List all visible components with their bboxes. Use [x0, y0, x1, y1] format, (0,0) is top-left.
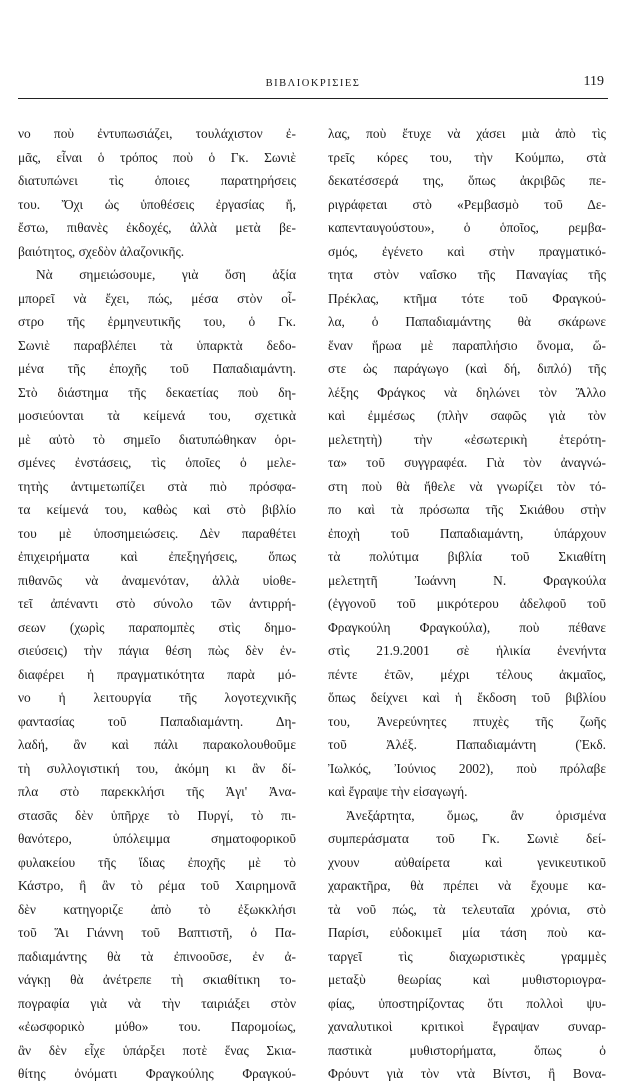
text-line: σεων (χωρὶς παραπομπὲς στὶς δημο- — [18, 619, 296, 635]
text-line: τοῦ Ἀλέξ. Παπαδιαμάντη (Ἐκδ. — [328, 737, 606, 752]
text-line: βαιότητος, σχεδὸν ἀλαζονικῆς. — [18, 243, 185, 259]
text-line: τρεῖς κόρες του, τὴν Κούμπω, στὰ — [328, 149, 606, 165]
text-line: μένα τῆς ἐποχῆς τοῦ Παπαδιαμάντη. — [18, 361, 296, 376]
text-line: λαδή, ἂν καὶ πάλι παρακολουθοῦμε — [18, 737, 296, 752]
text-line: ταργεῖ τὶς διαχωριστικὲς γραμμὲς — [328, 948, 606, 964]
text-line: Ἰωλκός, Ἰούνιος 2002), ποὺ πρόλαβε — [328, 760, 606, 776]
text-line: νο ποὺ ἐντυπωσιάζει, τουλάχιστον ἐ- — [18, 126, 296, 141]
text-line: ριγράφεται στὸ «Ρεμβασμὸ τοῦ Δε- — [328, 196, 606, 212]
text-line: ἕναν ἥρωα μὲ παραπλήσιο ὄνομα, ὥ- — [328, 337, 606, 353]
text-line: δὲν κατηγοριζε ἀπὸ τὸ ἐξωκκλήσι — [18, 901, 296, 917]
text-line: φυλακείου τῆς ἴδιας ἐποχῆς μὲ τὸ — [18, 854, 296, 870]
text-line: Στὸ διάστημα τῆς δεκαετίας ποὺ δη- — [18, 384, 296, 400]
text-line: δεκατέσσερά της, ὅπως ἀκριβῶς πε- — [328, 173, 606, 188]
text-line: διατυπώνει τὶς ὁποιες παρατηρήσεις — [18, 173, 296, 188]
text-line: θανότερο, ὑπόλειμμα σηματοφορικοῦ — [18, 831, 296, 846]
text-line: μᾶς, εἶναι ὁ τρόπος ποὺ ὁ Γκ. Σωνιὲ — [18, 149, 296, 165]
text-line: «ἐωσφορικὸ μύθο» του. Παρομοίως, — [18, 1019, 296, 1034]
text-line: του. Ὄχι ὡς ὑποθέσεις ἐργασίας ἤ, — [18, 196, 296, 212]
text-line: ἂν δὲν εἶχε ὑπάρξει ποτὲ ἕνας Σκια- — [18, 1042, 296, 1058]
text-line: μελετητῆ Ἰωάννη Ν. Φραγκούλα — [328, 572, 606, 588]
text-line: Ἀνεξάρτητα, ὅμως, ἂν ὁρισμένα — [346, 807, 606, 823]
text-line: χαρακτῆρα, θὰ πρέπει νὰ ἔχουμε κα- — [328, 878, 606, 893]
text-line: μελετητὴ) τὴν «ἐσωτερικὴ ἑτερότη- — [328, 431, 606, 447]
text-line: τητὴς ἀντιμετωπίζει στὰ πιὸ πρόσφα- — [18, 478, 296, 494]
text-line: χνουν αὐθαίρετα καὶ γενικευτικοῦ — [328, 854, 606, 870]
text-line: πέντε ἐτῶν, μέχρι τέλους ἀκμαῖος, — [328, 666, 606, 682]
text-line: Φραγκούλη Φραγκούλα), ποὺ πέθανε — [328, 619, 606, 635]
text-line: τὴ συλλογιστική του, ἀκόμη κι ἂν δί- — [18, 760, 296, 776]
text-line: τα» τοῦ συγγραφέα. Γιὰ τὸν ἀναγνώ- — [328, 455, 606, 470]
text-line: τητα στὸν ναΐσκο τῆς Παναγίας τῆς — [328, 267, 606, 282]
page-number: 119 — [583, 74, 604, 89]
text-line: χαναλυτικοὶ κριτικοὶ ἔγραψαν συναρ- — [328, 1019, 606, 1034]
text-line: τοῦ Ἅι Γιάννη τοῦ Βαπτιστῆ, ὁ Πα- — [18, 925, 296, 940]
text-line: ἐποχὴ τοῦ Παπαδιαμάντη, ὑπάρχουν — [328, 525, 606, 541]
text-line: ἔστω, πιθανὲς ἐκδοχές, ἀλλὰ μετὰ βε- — [18, 220, 296, 235]
text-line: σμός, ἐγένετο καὶ στὴν πραγματικό- — [328, 243, 606, 259]
text-line: τὰ πολύτιμα βιβλία τοῦ Σκιαθίτη — [328, 549, 606, 564]
text-line: μοσιεύονται τὰ κείμενά του, σχετικὰ — [18, 408, 296, 423]
text-line: καπενταυγούστου», ὁ ὁποῖος, ρεμβα- — [328, 220, 606, 235]
text-line: στρο τῆς ἑρμηνευτικῆς του, ὁ Γκ. — [18, 314, 296, 329]
text-line: Παρίσι, εὐδοκιμεῖ μία τάση ποὺ κα- — [328, 925, 606, 940]
text-line: καὶ ἔγραψε τὴν εἰσαγωγή. — [328, 784, 468, 799]
text-line: φαντασίας τοῦ Παπαδιαμάντη. Δη- — [18, 713, 296, 729]
text-line: φίας, ὑποστηρίζοντας ὅτι πολλοὶ ψυ- — [328, 995, 606, 1011]
text-line: σμένες ἐνστάσεις, τὶς ὁποῖες ὁ μελε- — [18, 455, 296, 470]
text-line: πογραφία γιὰ νὰ τὴν ταιριάξει στὸν — [18, 995, 296, 1011]
text-line: παστικὰ μυθιστορήματα, ὅπως ὁ — [328, 1042, 606, 1058]
text-line: στὶς 21.9.2001 σὲ ἡλικία ἐνενήντα — [328, 643, 606, 658]
text-line: καὶ ἐμμέσως (πλὴν σαφῶς γιὰ τὸν — [328, 408, 606, 423]
text-line: τὰ νοῦ πώς, τὰ τελευταῖα χρόνια, στὸ — [328, 901, 606, 917]
text-line: λέξης Φράγκος νὰ δηλώνει τὸν Ἄλλο — [328, 384, 606, 400]
left-text-column — [18, 122, 296, 1086]
text-line: λας, ποὺ ἔτυχε νὰ χάσει μιὰ ἀπὸ τὶς — [328, 126, 606, 141]
text-line: μὲ αὐτὸ τὸ σημεῖο διατυπώθηκαν ὁρι- — [18, 431, 296, 447]
text-line: τα κείμενά του, καθὼς καὶ στὸ βιβλίο — [18, 502, 296, 517]
text-line: Πρέκλας, κτῆμα τότε τοῦ Φραγκού- — [328, 290, 606, 306]
text-line: νο ἡ λειτουργία τῆς λογοτεχνικῆς — [18, 690, 296, 705]
text-line: μπορεῖ νὰ ἔχει, πώς, μέσα στὸν οἶ- — [18, 290, 296, 306]
text-line: (ἐγγονοῦ τοῦ μικρότερου ἀδελφοῦ τοῦ — [328, 596, 606, 611]
text-line: Νὰ σημειώσουμε, γιὰ ὅση ἀξία — [36, 267, 296, 282]
text-line: ἐπιχειρήματα καὶ ἐπεξηγήσεις, ὅπως — [18, 549, 296, 564]
text-line: πο καὶ τὰ πρόσωπα τῆς Σκιάθου στὴν — [328, 502, 606, 517]
text-line: στη ποὺ θὰ ἤθελε νὰ γνωρίζει τὸν τό- — [328, 478, 606, 494]
text-line: πιθανῶς νὰ ἀναμενόταν, ἀλλὰ υἱοθε- — [18, 572, 296, 588]
text-line: Σωνιὲ παραβλέπει τὰ ὑπαρκτὰ δεδο- — [18, 337, 296, 353]
text-line: συμπεράσματα τοῦ Γκ. Σωνιὲ δεί- — [328, 831, 606, 846]
right-text-column — [328, 122, 606, 1086]
text-line: Κάστρο, ἢ ἂν τὸ ρέμα τοῦ Χαιρημονᾶ — [18, 878, 296, 893]
text-line: πλα στὸ παρεκκλήσι τῆς Ἁγι' Ἀνα- — [18, 784, 296, 799]
text-line: παδιαμάντης θὰ τὰ ἐπινοοῦσε, ἐν ἀ- — [18, 948, 296, 964]
page-header — [18, 68, 608, 99]
text-line: Φρόυντ γιὰ τὸν ντὰ Βίντσι, ἢ Βονα- — [328, 1066, 606, 1081]
text-line: στασᾶς δὲν ὑπῆρχε τὸ Πυργί, τὸ πι- — [18, 807, 296, 823]
text-line: λα, ὁ Παπαδιαμάντης θὰ σκάρωνε — [328, 314, 606, 329]
text-line: ὅπως δείχνει καὶ ἡ ἔκδοση τοῦ βιβλίου — [328, 690, 606, 705]
running-title: ΒΙΒΛΙΟΚΡΙΣΙΕΣ — [265, 78, 361, 89]
text-line: του, Ἀνερεύνητες πτυχὲς τῆς ζωῆς — [328, 713, 606, 729]
text-line: μεταξὺ θεωρίας καὶ μυθιστοριογρα- — [328, 972, 606, 987]
text-line: στε ὡς παράγωγο (καὶ δή, διπλό) τῆς — [328, 361, 606, 376]
text-line: διαφέρει ἡ πραγματικότητα παρὰ μό- — [18, 666, 296, 682]
text-line: τεῖ ἀπέναντι στὸ σύνολο τῶν ἀντιρρή- — [18, 596, 296, 611]
text-line: του μὲ ὑποσημειώσεις. Δὲν παραθέτει — [18, 525, 296, 541]
text-line: θίτης ὀνόματι Φραγκούλης Φραγκού- — [18, 1066, 296, 1081]
text-line: νάγκῃ θὰ ἀνέτρεπε τὴ σκιαθίτικη το- — [18, 972, 296, 987]
text-line: σιεύσεις) τὴν πάγια θέση πὼς δὲν ἐν- — [18, 643, 296, 658]
